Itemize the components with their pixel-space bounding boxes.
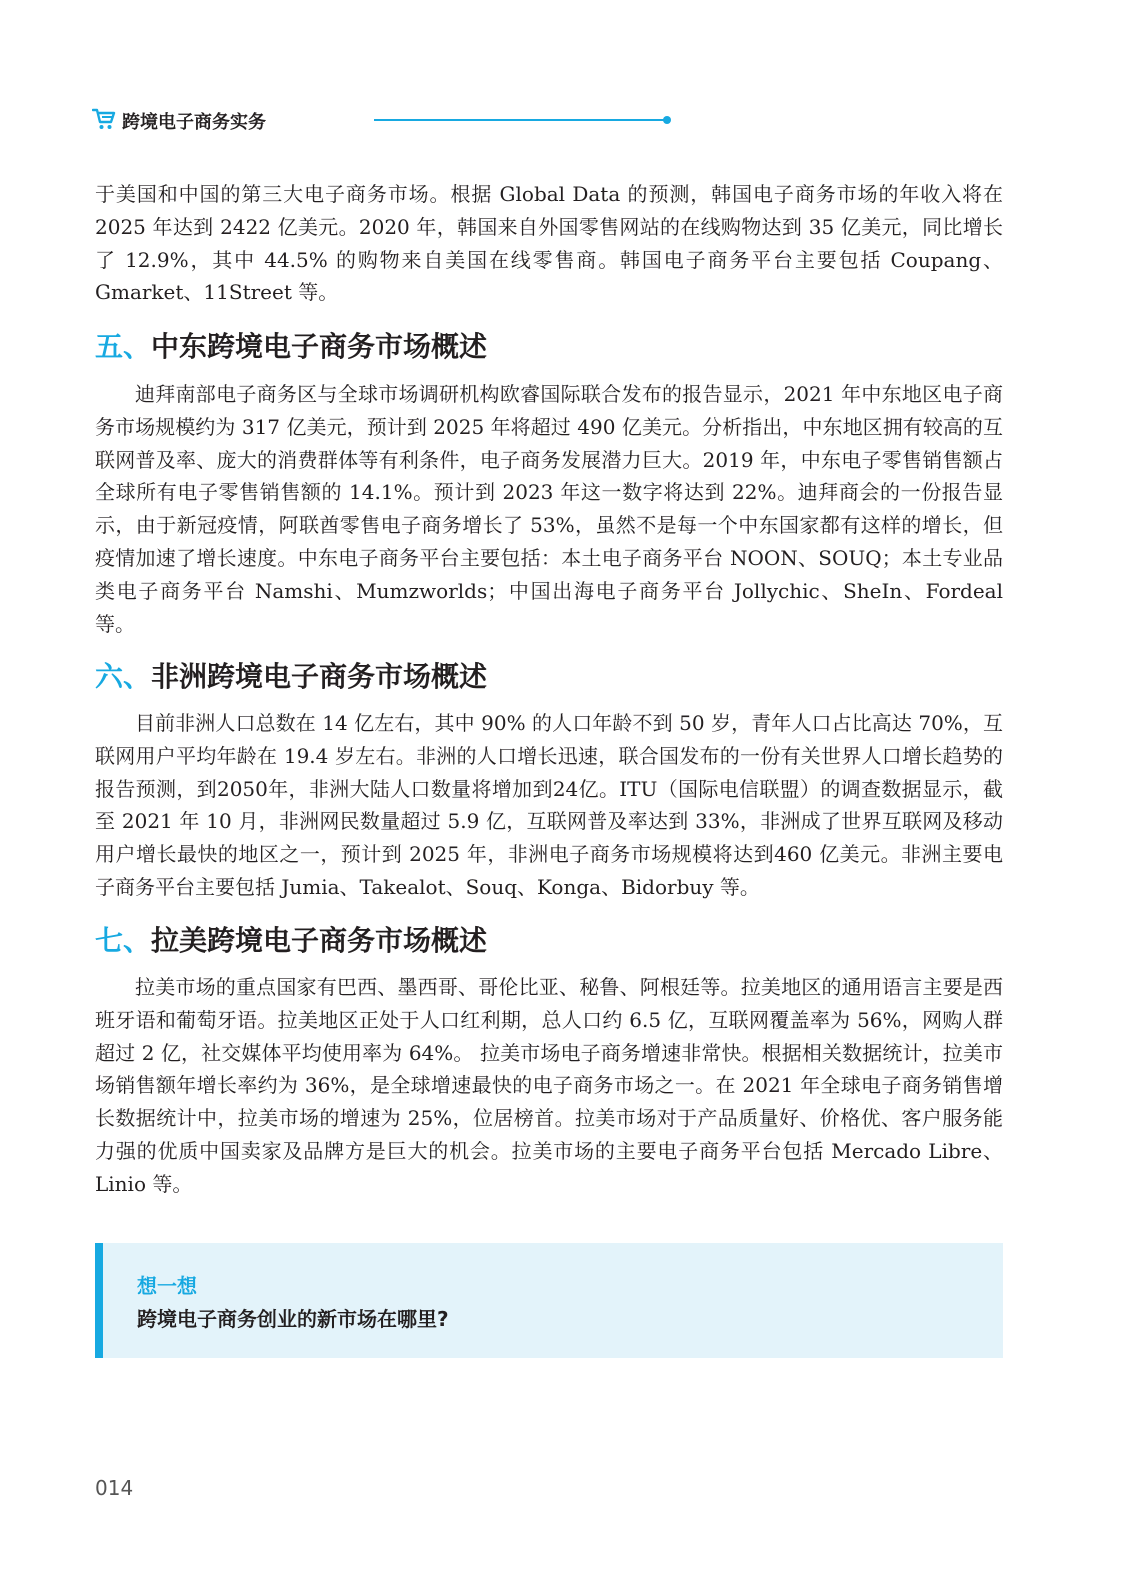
section-heading-latin-america [95, 923, 487, 959]
section-number: 五、 [95, 330, 152, 363]
section-heading-africa [95, 659, 487, 695]
think-box-question: 跨境电子商务创业的新市场在哪里? [137, 1307, 449, 1331]
section-number: 六、 [95, 660, 152, 693]
book-title: 跨境电子商务实务 [122, 112, 266, 133]
running-header [92, 106, 592, 136]
think-box-label: 想一想 [137, 1274, 197, 1298]
section-title: 拉美跨境电子商务市场概述 [151, 924, 488, 957]
section-number: 七、 [95, 924, 152, 957]
shopping-cart-icon [92, 107, 116, 131]
header-rule [374, 119, 666, 121]
page-number: 014 [95, 1476, 134, 1500]
section-heading-middle-east [95, 329, 487, 365]
think-box-accent-bar [95, 1243, 103, 1358]
section-title: 中东跨境电子商务市场概述 [151, 330, 488, 363]
intro-paragraph: 于美国和中国的第三大电子商务市场。根据 Global Data 的预测，韩国电子商务市场的年收入将在 2025 年达到 2422 亿美元。2020 年，韩国来自外国零售网站的在线购物达到 35 亿美元，同比增长了 12.9%，其中 44.5% 的购物来自美国在线零售商。韩国电子商务平台主要包括 Coupang、Gmarket、11Street 等。 [95, 182, 1003, 305]
section-title: 非洲跨境电子商务市场概述 [151, 660, 488, 693]
section-body-middle-east: 迪拜南部电子商务区与全球市场调研机构欧睿国际联合发布的报告显示，2021 年中东地区电子商务市场规模约为 317 亿美元，预计到 2025 年将超过 490 亿美元。分析指出，中东地区拥有较高的互联网普及率、庞大的消费群体等有利条件，电子商务发展潜力巨大。2019 年，中东电子零售销售额占全球所有电子零售销售额的 14.1%。预计到 2023 年这一数字将达到 22%。迪拜商会的一份报告显示，由于新冠疫情，阿联酋零售电子商务增长了 53%，虽然不是每一个中东国家都有这样的增长，但疫情加速了增长速度。中东电子商务平台主要包括：本土电子商务平台 NOON、SOUQ；本土专业品类电子商务平台 Namshi、Mumzworlds；中国出海电子商务平台 Jollychic、SheIn、Fordeal 等。 [95, 382, 1003, 636]
think-box [95, 1243, 1003, 1358]
section-body-africa: 目前非洲人口总数在 14 亿左右，其中 90% 的人口年龄不到 50 岁，青年人口占比高达 70%，互联网用户平均年龄在 19.4 岁左右。非洲的人口增长迅速，联合国发布的一份有关世界人口增长趋势的报告预测，到2050年，非洲大陆人口数量将增加到24亿。ITU（国际电信联盟）的调查数据显示，截至 2021 年 10 月，非洲网民数量超过 5.9 亿，互联网普及率达到 33%，非洲成了世界互联网及移动用户增长最快的地区之一，预计到 2025 年，非洲电子商务市场规模将达到460 亿美元。非洲主要电子商务平台主要包括 Jumia、Takealot、Souq、Konga、Bidorbuy 等。 [95, 711, 1003, 899]
header-rule-dot [663, 116, 671, 124]
section-body-latin-america: 拉美市场的重点国家有巴西、墨西哥、哥伦比亚、秘鲁、阿根廷等。拉美地区的通用语言主要是西班牙语和葡萄牙语。拉美地区正处于人口红利期，总人口约 6.5 亿，互联网覆盖率为 56%，网购人群超过 2 亿，社交媒体平均使用率为 64%。 拉美市场电子商务增速非常快。根据相关数据统计，拉美市场销售额年增长率约为 36%，是全球增速最快的电子商务市场之一。在 2021 年全球电子商务销售增长数据统计中，拉美市场的增速为 25%，位居榜首。拉美市场对于产品质量好、价格优、客户服务能力强的优质中国卖家及品牌方是巨大的机会。拉美市场的主要电子商务平台包括 Mercado Libre、Linio 等。 [95, 975, 1003, 1196]
